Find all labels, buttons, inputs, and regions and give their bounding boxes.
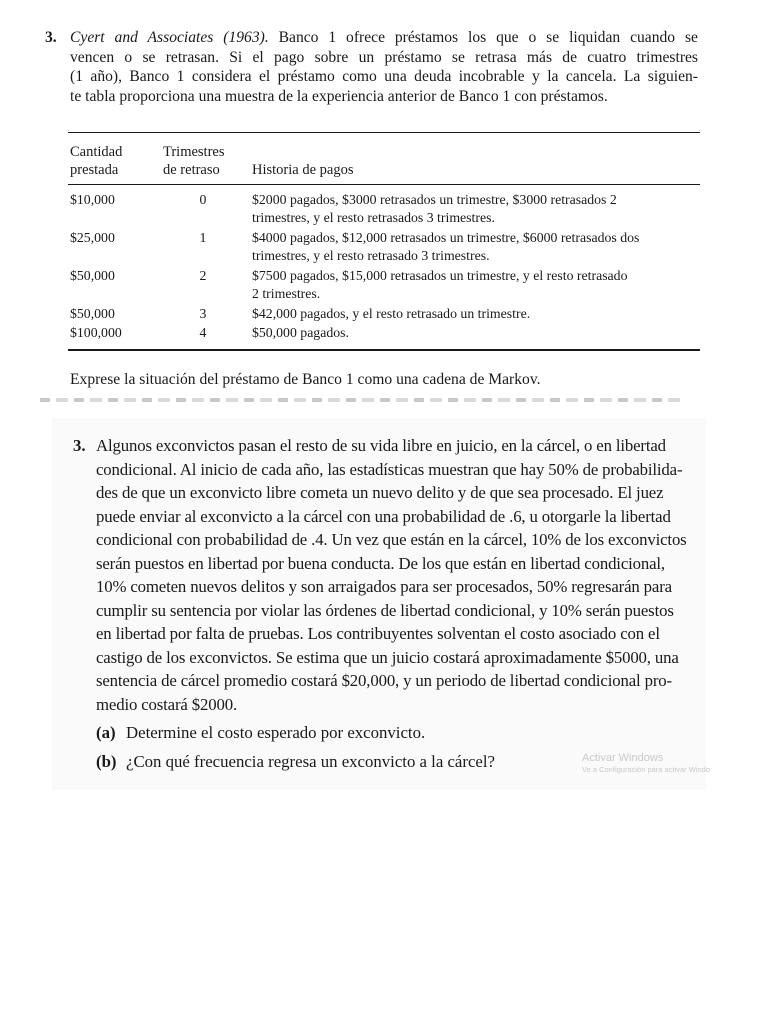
table-cell-amount: $10,000 (70, 192, 115, 207)
item-text: ¿Con qué frecuencia regresa un exconvicto a la cárcel? (126, 752, 495, 771)
problem-1-line-2: vencen o se retrasan. Si el pago sobre un préstamo se retrasa más de cuatro trimestres (70, 48, 698, 66)
cut-off-text-line (40, 398, 680, 402)
problem-2-line: puede enviar al exconvicto a la cárcel con una probabilidad de .6, u otorgarle la libertad (96, 506, 671, 526)
problem-1-statement (70, 28, 698, 106)
problem-1-number: 3. (45, 29, 57, 46)
table-cell-history (252, 267, 692, 302)
table-cell-delay: 3 (199, 306, 207, 321)
table-cell-history (252, 191, 692, 226)
problem-2-line: medio costará $2000. (96, 694, 238, 714)
table-header-delay-line-2: de retraso (163, 162, 220, 178)
problem-2-line: en libertad por falta de pruebas. Los contribuyentes solventan el costo asociado con el (96, 624, 660, 643)
problem-1-line-3: (1 año), Banco 1 considera el préstamo como una deuda incobrable y la cancela. La siguien- (70, 68, 698, 85)
problem-2-number: 3. (73, 436, 86, 455)
table-cell-history-line: $2000 pagados, $3000 retrasados un trimestre, $3000 retrasados 2 (252, 192, 617, 207)
problem-1-line-1-text: Banco 1 ofrece préstamos los que o se liquidan cuando se (268, 29, 698, 46)
table-cell-delay: 2 (199, 268, 207, 283)
item-label: (b) (96, 752, 117, 771)
table-cell-amount: $100,000 (70, 325, 122, 340)
problem-1-line-4: te tabla proporciona una muestra de la experiencia anterior de Banco 1 con préstamos. (70, 87, 608, 105)
problem-2-line: castigo de los exconvictos. Se estima que un juicio costará aproximadamente $5000, una (96, 647, 679, 667)
table-cell-delay: 1 (199, 230, 207, 245)
problem-2-statement (96, 434, 688, 716)
table-cell-history: $42,000 pagados, y el resto retrasado un trimestre. (252, 306, 531, 321)
problem-2-line: des de que un exconvicto libre cometa un nuevo delito y de que sea procesado. El juez (96, 483, 664, 502)
table-cell-delay: 0 (199, 192, 207, 207)
table-top-rule (68, 132, 700, 133)
table-cell-history-line: $7500 pagados, $15,000 retrasados un trimestre, y el resto retrasado (252, 268, 628, 283)
activate-windows-watermark (582, 752, 710, 775)
problem-2-item-a (96, 721, 425, 745)
item-text: Determine el costo esperado por exconvicto. (126, 723, 426, 742)
table-cell-history (252, 229, 692, 264)
problem-2-line: condicional con probabilidad de .4. Un vez que están en la cárcel, 10% de los exconvictos (96, 530, 687, 549)
problem-2-line: cumplir su sentencia por violar las órdenes de libertad condicional, y 10% serán puestos (96, 600, 674, 620)
item-label: (a) (96, 723, 116, 742)
watermark-title: Activar Windows (582, 752, 664, 764)
watermark-subtitle: Ve a Configuración para activar Windo (582, 765, 710, 774)
problem-1-line-1 (70, 28, 698, 48)
table-bottom-rule (68, 349, 700, 351)
problem-1-section (0, 0, 768, 400)
table-cell-history-line: trimestres, y el resto retrasados 3 trimestres. (252, 209, 495, 225)
table-header-amount-line-1: Cantidad (70, 144, 123, 160)
table-cell-history-line: $4000 pagados, $12,000 retrasados un trimestre, $6000 retrasados dos (252, 230, 640, 245)
problem-2-section (52, 418, 706, 790)
problem-2-item-b (96, 750, 495, 774)
table-header-delay (163, 143, 225, 179)
table-cell-amount: $50,000 (70, 268, 115, 283)
table-cell-history-line: 2 trimestres. (252, 285, 321, 301)
problem-1-citation: Cyert and Associates (1963). (70, 29, 269, 46)
table-cell-history-line: trimestres, y el resto retrasado 3 trimestres. (252, 247, 490, 263)
table-header-history: Historia de pagos (252, 162, 354, 178)
table-cell-history: $50,000 pagados. (252, 325, 349, 340)
table-cell-amount: $25,000 (70, 230, 115, 245)
problem-2-line: 10% cometen nuevos delitos y son arraigados para ser procesados, 50% regresarán para (96, 577, 672, 596)
table-header-amount-line-2: prestada (70, 162, 119, 178)
table-cell-amount: $50,000 (70, 306, 115, 321)
table-header-rule (68, 184, 700, 185)
problem-2-line: sentencia de cárcel promedio costará $20,000, y un periodo de libertad condicional pro- (96, 671, 672, 690)
table-header-delay-line-1: Trimestres (163, 144, 225, 160)
table-header-amount (70, 143, 122, 179)
problem-1-question: Exprese la situación del préstamo de Banco 1 como una cadena de Markov. (70, 371, 541, 388)
problem-2-line: Algunos exconvictos pasan el resto de su vida libre en juicio, en la cárcel, o en libertad (96, 436, 666, 455)
table-cell-delay: 4 (199, 325, 207, 340)
problem-2-line: condicional. Al inicio de cada año, las estadísticas muestran que hay 50% de probabilida- (96, 459, 683, 479)
problem-2-line: serán puestos en libertad por buena conducta. De los que están en libertad condicional, (96, 553, 665, 573)
